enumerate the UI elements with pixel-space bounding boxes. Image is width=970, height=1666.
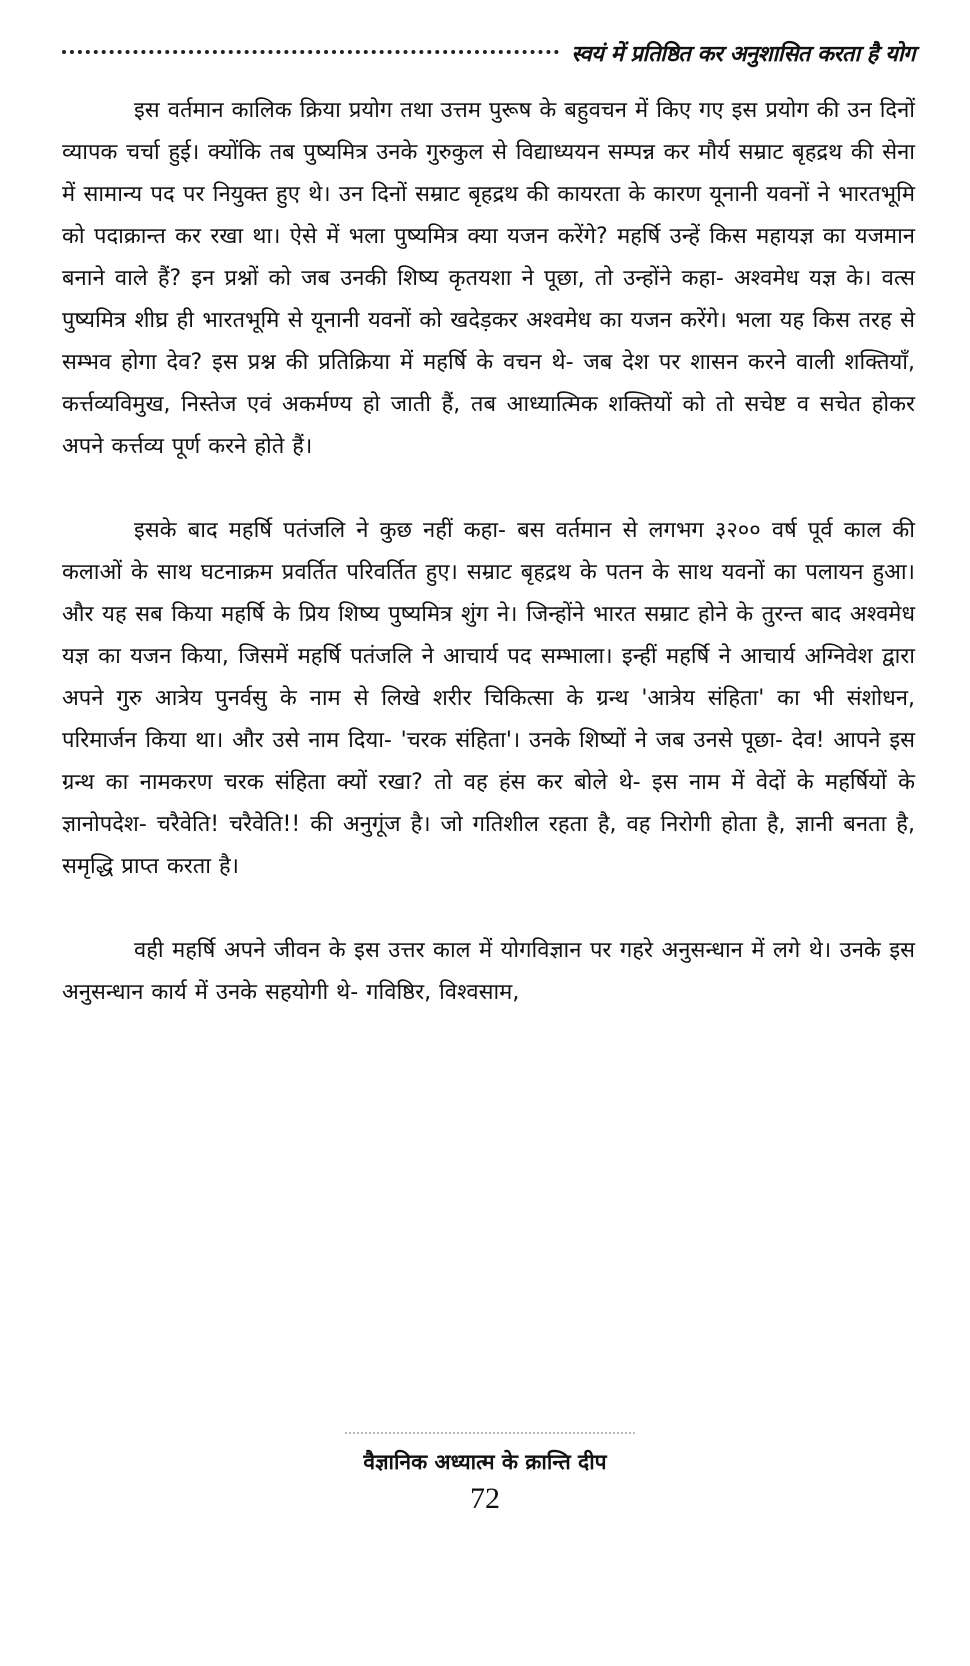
footer-divider	[345, 1432, 635, 1434]
paragraph-gap	[62, 888, 915, 930]
paragraph-1: इस वर्तमान कालिक क्रिया प्रयोग तथा उत्तम पुरूष के बहुवचन में किए गए इस प्रयोग की उन दिनों व्यापक चर्चा हुई। क्योंकि तब पुष्यमित्र उनके गुरुकुल से विद्याध्ययन सम्पन्न कर मौर्य सम्राट बृहद्रथ की सेना में सामान्य पद पर नियुक्त हुए थे। उन दिनों सम्राट बृहद्रथ की कायरता के कारण यूनानी यवनों ने भारतभूमि को पदाक्रान्त कर रखा था। ऐसे में भला पुष्यमित्र क्या यजन करेंगे? महर्षि उन्हें किस महायज्ञ का यजमान बनाने वाले हैं? इन प्रश्नों को जब उनकी शिष्य कृतयशा ने पूछा, तो उन्होंने कहा- अश्वमेध यज्ञ के। वत्स पुष्यमित्र शीघ्र ही भारतभूमि से यूनानी यवनों को खदेड़कर अश्वमेध का यजन करेंगे। भला यह किस तरह से सम्भव होगा देव? इस प्रश्न की प्रतिक्रिया में महर्षि के वचन थे- जब देश पर शासन करने वाली शक्तियाँ, कर्त्तव्यविमुख, निस्तेज एवं अकर्मण्य हो जाती हैं, तब आध्यात्मिक शक्तियों को तो सचेष्ट व सचेत होकर अपने कर्त्तव्य पूर्ण करने होते हैं।	[62, 98, 915, 459]
paragraph-gap	[62, 468, 915, 510]
paragraph-2: इसके बाद महर्षि पतंजलि ने कुछ नहीं कहा- बस वर्तमान से लगभग ३२०० वर्ष पूर्व काल की कलाओं के साथ घटनाक्रम प्रवर्तित परिवर्तित हुए। सम्राट बृहद्रथ के पतन के साथ यवनों का पलायन हुआ। और यह सब किया महर्षि के प्रिय शिष्य पुष्यमित्र शुंग ने। जिन्होंने भारत सम्राट होने के तुरन्त बाद अश्वमेध यज्ञ का यजन किया, जिसमें महर्षि पतंजलि ने आचार्य पद सम्भाला। इन्हीं महर्षि ने आचार्य अग्निवेश द्वारा अपने गुरु आत्रेय पुनर्वसु के नाम से लिखे शरीर चिकित्सा के ग्रन्थ 'आत्रेय संहिता' का भी संशोधन, परिमार्जन किया था। और उसे नाम दिया- 'चरक संहिता'। उनके शिष्यों ने जब उनसे पूछा- देव! आपने इस ग्रन्थ का नामकरण चरक संहिता क्यों रखा? तो वह हंस कर बोले थे- इस नाम में वेदों के महर्षियों के ज्ञानोपदेश- चरैवेति! चरैवेति!! की अनुगूंज है। जो गतिशील रहता है, वह निरोगी होता है, ज्ञानी बनता है, समृद्धि प्राप्त करता है।	[62, 518, 915, 879]
book-title: वैज्ञानिक अध्यात्म के क्रान्ति दीप	[363, 1450, 607, 1474]
leader-dots	[62, 50, 559, 54]
page-number: 72	[470, 1482, 500, 1515]
paragraph-3: वही महर्षि अपने जीवन के इस उत्तर काल में योगविज्ञान पर गहरे अनुसन्धान में लगे थे। उनके इस अनुसन्धान कार्य में उनके सहयोगी थे- गविष्ठिर, विश्वसाम,	[62, 938, 915, 1005]
page-body	[62, 90, 915, 1014]
chapter-title: स्वयं में प्रतिष्ठित कर अनुशासित करता है योग	[571, 42, 915, 67]
running-header	[62, 36, 915, 70]
